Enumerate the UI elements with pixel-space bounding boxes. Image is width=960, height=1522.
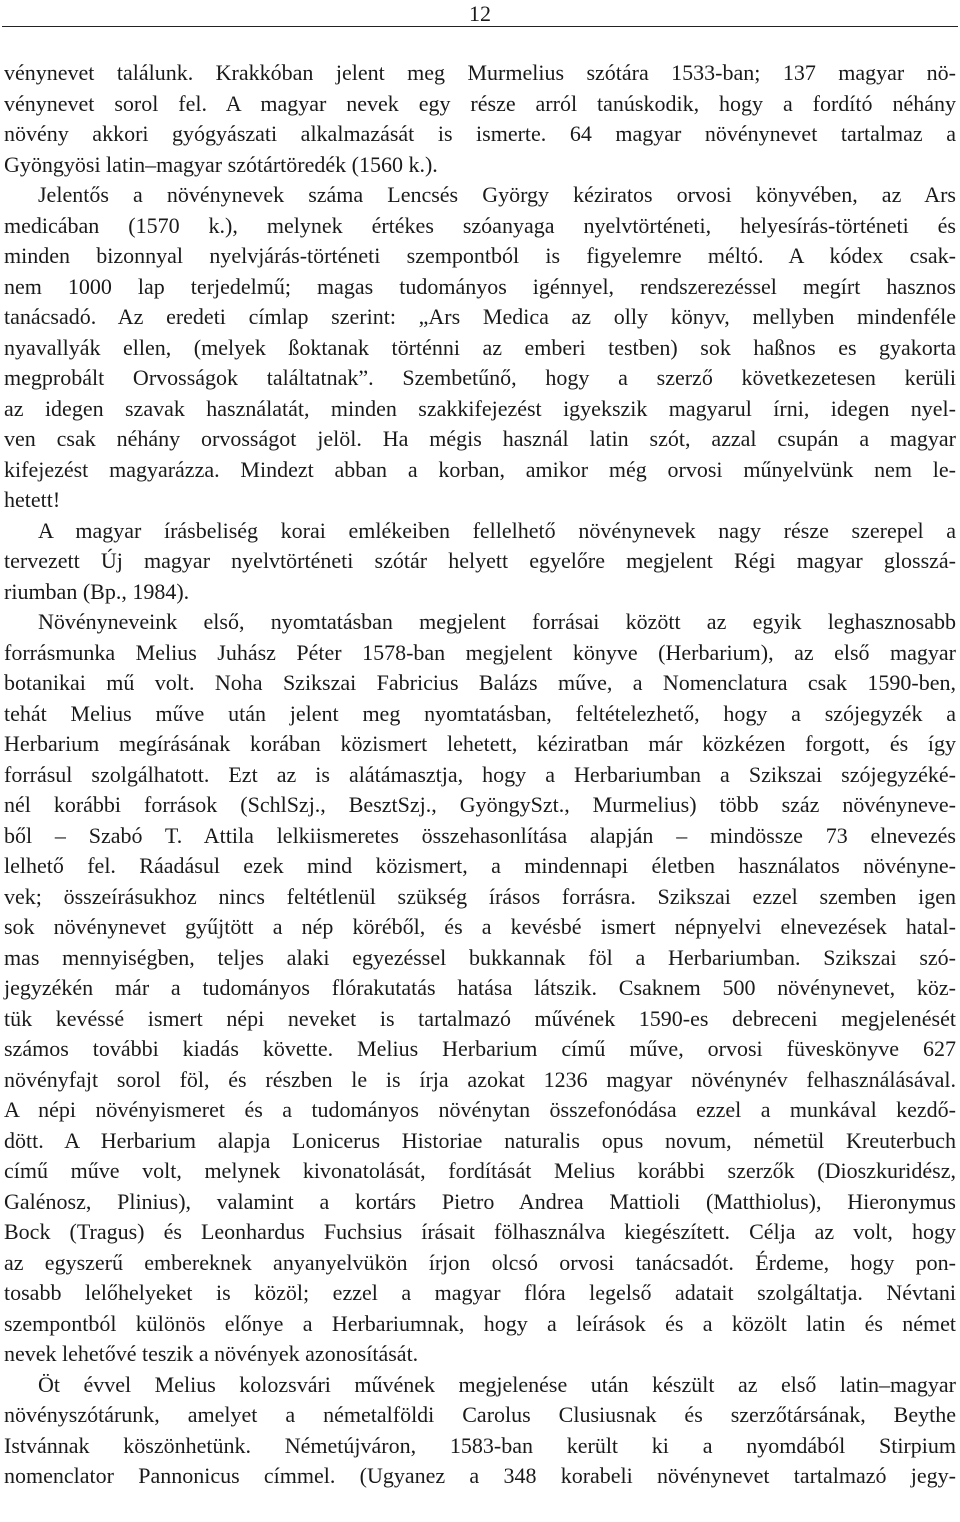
text-line: nevek lehetővé teszik a növények azonosítását.: [4, 1341, 419, 1366]
text-line: növényfajt sorol föl, és részben le is írja azokat 1236 magyar növénynév felhasználásával.: [4, 1066, 956, 1092]
text-line: tervezett Új magyar nyelvtörténeti szótár helyett egyelőre megjelent Régi magyar glosszá-: [4, 548, 956, 573]
text-line: ven csak néhány orvosságot jelöl. Ha mégis használ latin szót, azzal csupán a magyar: [4, 426, 956, 451]
text-line: vénynevet találunk. Krakkóban jelent meg Murmelius szótára 1533-ban; 137 magyar nö-: [4, 60, 956, 85]
text-line: tehát Melius műve után jelent meg nyomtatásban, feltételezhető, hogy a szójegyzék a: [4, 700, 956, 726]
text-line: Öt évvel Melius kolozsvári művének megjelenése után készült az első latin–magyar: [38, 1371, 956, 1397]
text-line: Bock (Tragus) és Leonhardus Fuchsius írásait fölhasználva kiegészített. Célja az volt, hogy: [4, 1219, 956, 1244]
text-line: forrásul szolgálhatott. Ezt az is alátámasztja, hogy a Herbariumban a Szikszai szójegyzéké-: [4, 761, 956, 787]
text-line: című műve volt, melynek kivonatolását, fordítását Melius korábbi szerzők (Dioszkuridész,: [4, 1158, 956, 1183]
text-line: nyavallyák ellen, (melyek ßoktanak történni az emberi testben) sok haßnos es gyakorta: [4, 334, 956, 360]
text-line: minden bizonnyal nyelvjárás-történeti szempontból is figyelemre méltó. A kódex csak-: [4, 243, 956, 268]
text-line: Herbarium megírásának korában közismert lehetett, kéziratban már közkézen forgott, és így: [4, 731, 956, 756]
text-line: Galénosz, Plinius), valamint a kortárs Pietro Andrea Mattioli (Matthiolus), Hieronymus: [4, 1188, 956, 1214]
text-line: sok növénynevet gyűjtött a nép köréből, és a kevésbé ismert népnyelvi elnevezések hatal-: [4, 914, 956, 939]
header-rule: [2, 26, 958, 27]
text-line: jegyzékén már a tudományos flórakutatás hatása látszik. Csaknem 500 növénynevet, köz-: [4, 975, 956, 1000]
text-line: medicában (1570 k.), melynek értékes szóanyaga nyelvtörténeti, helyesírás-történeti és: [4, 212, 956, 238]
text-line: botanikai mű volt. Noha Szikszai Fabricius Balázs műve, a Nomenclatura csak 1590-ben,: [4, 670, 956, 695]
text-line: lelhető fel. Ráadásul ezek mind közismert, a mindennapi életben használatos növényne-: [4, 853, 956, 878]
body-text: [4, 58, 956, 1492]
text-line: hetett!: [4, 487, 61, 512]
text-line: vénynevet sorol fel. A magyar nevek egy része arról tanúskodik, hogy a fordító néhány: [4, 90, 956, 116]
text-line: riumban (Bp., 1984).: [4, 578, 190, 604]
text-line: tanácsadó. Az eredeti címlap szerint: „Ars Medica az olly könyv, mellyben mindenféle: [4, 304, 956, 329]
text-line: tosabb lelőhelyeket is közöl; ezzel a magyar flóra legelső adatait szolgáltatja. Névtani: [4, 1280, 956, 1305]
text-line: Gyöngyösi latin–magyar szótártöredék (1560 k.).: [4, 151, 438, 177]
text-line: A magyar írásbeliség korai emlékeiben fellelhető növénynevek nagy része szerepel a: [38, 517, 956, 543]
text-line: kifejezést magyarázza. Mindezt abban a korban, amikor még orvosi műnyelvünk nem le-: [4, 456, 956, 482]
text-line: az idegen szavak használatát, minden szakkifejezést igyekszik magyarul írni, idegen nyel-: [4, 395, 956, 421]
text-line: növény akkori gyógyászati alkalmazását is ismerte. 64 magyar növénynevet tartalmaz a: [4, 121, 956, 146]
text-line: tük kevéssé ismert népi neveket is tartalmazó művének 1590-es debreceni megjelenését: [4, 1005, 956, 1031]
text-line: nomenclator Pannonicus címmel. (Ugyanez a 348 korabeli növénynevet tartalmazó jegy-: [4, 1463, 956, 1488]
text-line: Növényneveink első, nyomtatásban megjelent forrásai között az egyik leghasznosabb: [38, 609, 956, 634]
text-line: dött. A Herbarium alapja Lonicerus Historiae naturalis opus novum, németül Kreuterbuch: [4, 1127, 956, 1153]
text-line: az egyszerű embereknek anyanyelvükön írjon olcsó orvosi tanácsadót. Érdeme, hogy pon-: [4, 1249, 956, 1275]
text-line: nem 1000 lap terjedelmű; magas tudományos igénnyel, rendszerezéssel megírt hasznos: [4, 273, 956, 299]
text-line: Jelentős a növénynevek száma Lencsés György kéziratos orvosi könyvében, az Ars: [38, 182, 956, 207]
text-line: Istvánnak köszönhetünk. Németújváron, 1583-ban került ki a nyomdából Stirpium: [4, 1432, 956, 1458]
text-line: A népi növényismeret és a tudományos növénytan összefonódása ezzel a munkával kezdő-: [4, 1097, 956, 1122]
text-line: mas mennyiségben, teljes alaki egyezéssel bukkannak föl a Herbariumban. Szikszai szó-: [4, 944, 956, 970]
text-line: ből – Szabó T. Attila lelkiismeretes összehasonlítása alapján – mindössze 73 elnevezés: [4, 822, 956, 848]
text-line: számos további kiadás követte. Melius Herbarium című műve, orvosi füveskönyve 627: [4, 1036, 956, 1061]
text-line: vek; összeírásukhoz nincs feltétlenül szükség írásos forrásra. Szikszai ezzel szemben igen: [4, 883, 956, 909]
text-line: forrásmunka Melius Juhász Péter 1578-ban megjelent könyve (Herbarium), az első magyar: [4, 639, 956, 665]
page-number: 12: [469, 1, 491, 26]
text-line: nél korábbi források (SchlSzj., BesztSzj., GyöngySzt., Murmelius) több száz növényneve-: [4, 792, 956, 817]
text-line: szempontból különös előnye a Herbariumnak, hogy a leírások és a közölt latin és német: [4, 1310, 956, 1336]
text-line: megprobált Orvosságok találtatnak”. Szembetűnő, hogy a szerző következetesen kerüli: [4, 365, 956, 390]
text-line: növényszótárunk, amelyet a németalföldi Carolus Clusiusnak és szerzőtársának, Beythe: [4, 1402, 956, 1427]
